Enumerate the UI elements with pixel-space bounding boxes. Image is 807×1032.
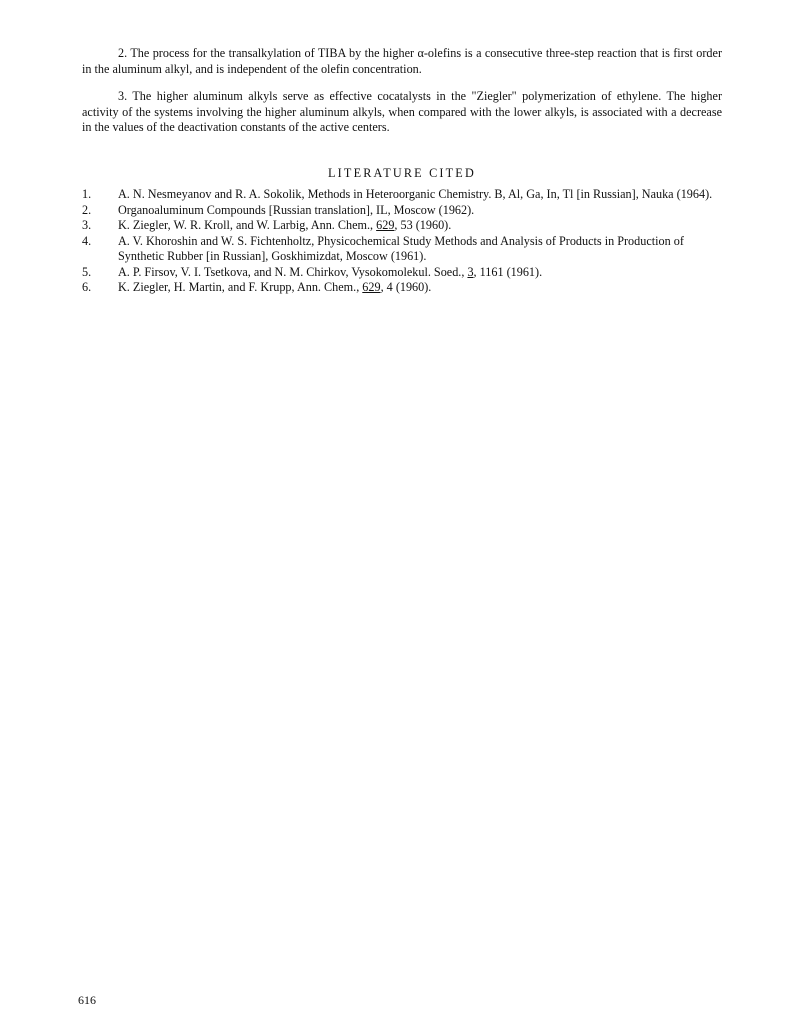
reference-text: A. P. Firsov, V. I. Tsetkova, and N. M. Chirkov, Vysokomolekul. Soed., xyxy=(118,264,468,279)
reference-item xyxy=(82,265,732,281)
reference-text-tail: , 4 (1960). xyxy=(380,280,432,294)
reference-item xyxy=(82,203,732,219)
page-number: 616 xyxy=(78,993,96,1007)
reference-text: Organoaluminum Compounds [Russian translation], IL, Moscow (1962). xyxy=(118,202,475,217)
reference-number: 5. xyxy=(82,264,92,279)
reference-text: K. Ziegler, W. R. Kroll, and W. Larbig, Ann. Chem., xyxy=(118,218,377,232)
conclusion-paragraph-2: 2. The process for the transalkylation of TIBA by the higher α-olefins is a consecutive three-step reaction that is first order in the aluminum alkyl, and is independent of the olefin concentration. xyxy=(82,46,722,76)
reference-volume: 629 xyxy=(362,280,381,294)
reference-item xyxy=(82,218,732,234)
reference-number: 4. xyxy=(82,233,92,248)
reference-volume: 629 xyxy=(376,218,395,232)
reference-text: A. N. Nesmeyanov and R. A. Sokolik, Methods in Heteroorganic Chemistry. B, Al, Ga, In, Tl [in Russian], Nauka (1964). xyxy=(118,187,713,201)
reference-number: 2. xyxy=(82,202,92,217)
reference-number: 3. xyxy=(82,218,92,232)
reference-list xyxy=(82,187,732,296)
reference-number: 6. xyxy=(82,280,92,294)
conclusion-paragraph-3: 3. The higher aluminum alkyls serve as effective cocatalysts in the "Ziegler" polymerization of ethylene. The higher activity of the systems involving the higher aluminum alkyls, when compared with the lower alkyls, is associated with a decrease in the values of the deactivation constants of the active centers. xyxy=(82,89,722,134)
reference-item xyxy=(82,187,732,203)
reference-item xyxy=(82,280,732,296)
literature-cited-heading: LITERATURE CITED xyxy=(328,166,476,180)
reference-item xyxy=(82,234,732,265)
reference-text: K. Ziegler, H. Martin, and F. Krupp, Ann. Chem., xyxy=(118,280,363,294)
reference-volume: 3 xyxy=(467,264,474,279)
reference-text-tail: , 1161 (1961). xyxy=(473,264,543,279)
reference-number: 1. xyxy=(82,187,92,201)
reference-text: A. V. Khoroshin and W. S. Fichtenholtz, Physicochemical Study Methods and Analysis of Products in Production of Synthetic Rubber [in Russian], Goskhimizdat, Moscow (1961). xyxy=(118,233,684,263)
reference-text-tail: , 53 (1960). xyxy=(394,218,452,232)
